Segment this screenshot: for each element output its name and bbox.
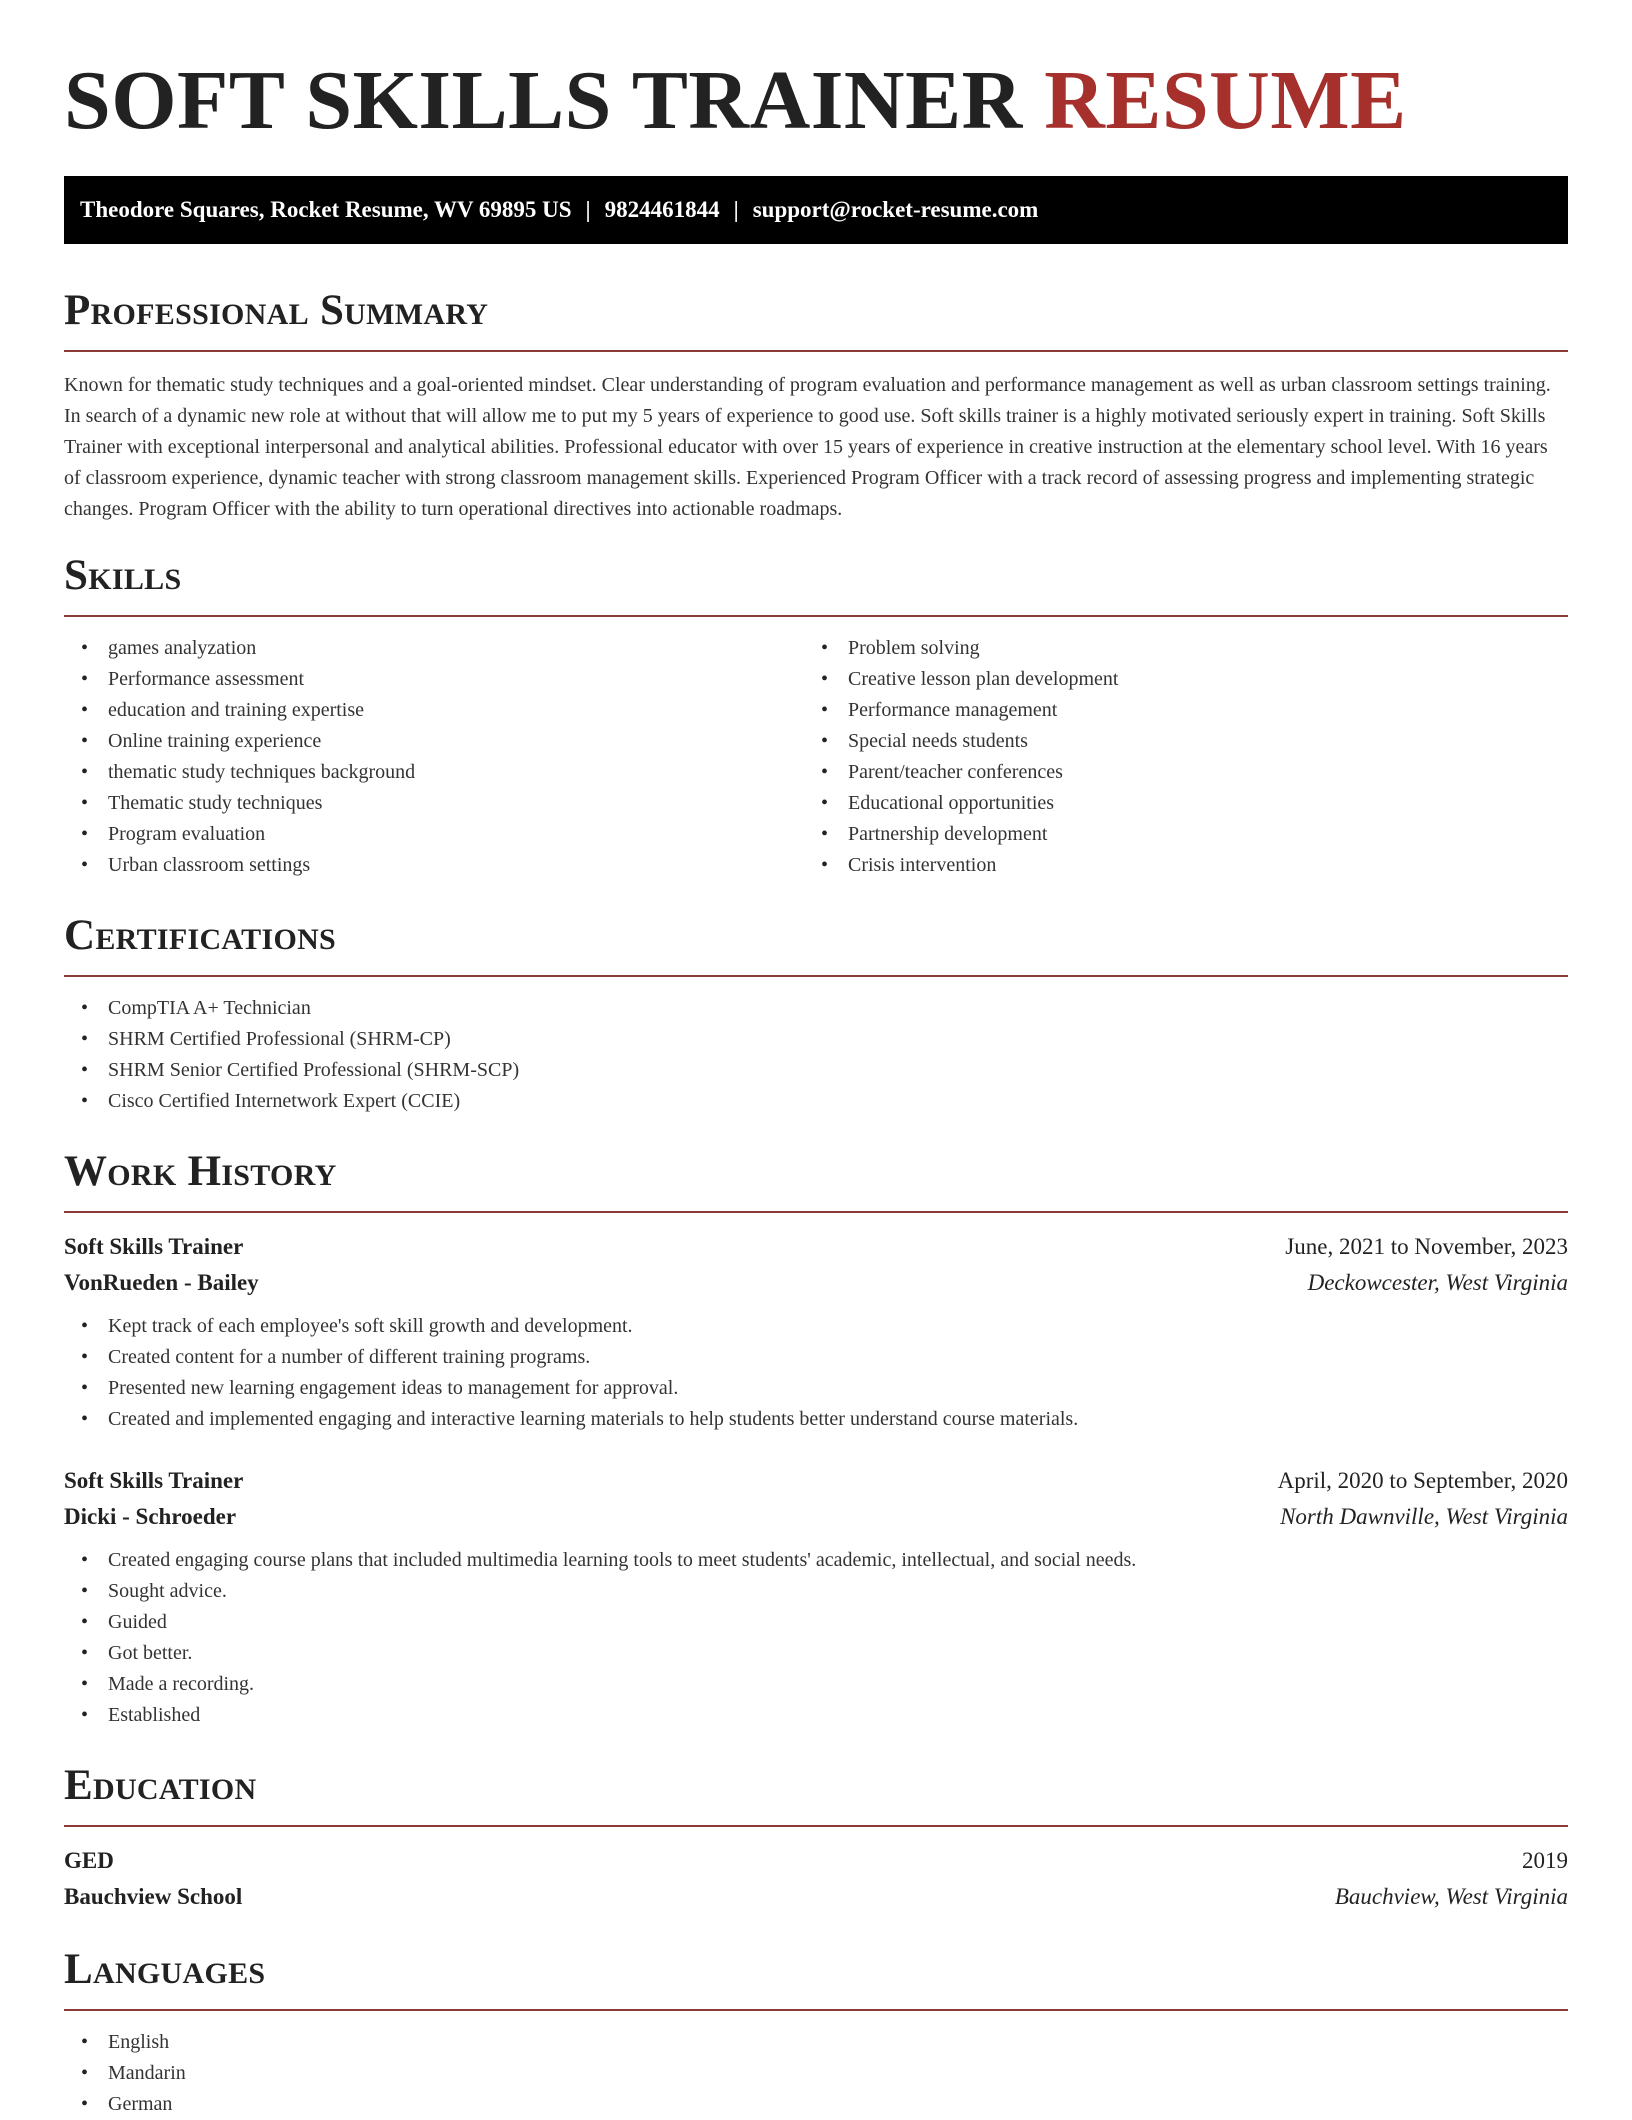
contact-phone: 9824461844 — [604, 197, 720, 222]
skills-grid — [64, 633, 1568, 881]
job-bullet: • Created engaging course plans that included multimedia learning tools to meet students' academic, intellectual, and social needs. — [64, 1545, 1568, 1576]
job-bullet: • Kept track of each employee's soft skill growth and development. — [64, 1311, 1568, 1342]
languages-list — [64, 2027, 1568, 2120]
contact-address: Theodore Squares, Rocket Resume, WV 69895 US — [80, 197, 572, 222]
skill-item: • Performance assessment — [64, 664, 804, 695]
job-bullet: • Presented new learning engagement ideas to management for approval. — [64, 1373, 1568, 1404]
job-dates: June, 2021 to November, 2023 — [1285, 1234, 1568, 1259]
title-main: SOFT SKILLS TRAINER — [64, 54, 1023, 147]
skill-item: • Special needs students — [804, 726, 1544, 757]
education-year: 2019 — [1522, 1848, 1568, 1873]
languages-section — [64, 1945, 1568, 2120]
education-degree: GED — [64, 1848, 114, 1873]
certification-item: • Cisco Certified Internetwork Expert (CCIE) — [64, 1086, 1568, 1117]
job-company-row — [64, 1499, 1568, 1535]
summary-section — [64, 286, 1568, 525]
certification-item: • SHRM Certified Professional (SHRM-CP) — [64, 1024, 1568, 1055]
job-bullet: • Established — [64, 1700, 1568, 1731]
job-entry — [64, 1463, 1568, 1731]
title-accent: RESUME — [1044, 54, 1407, 147]
job-bullet-list — [64, 1311, 1568, 1435]
skill-item: • Urban classroom settings — [64, 850, 804, 881]
education-degree-row — [64, 1843, 1568, 1879]
skill-item: • games analyzation — [64, 633, 804, 664]
job-title: Soft Skills Trainer — [64, 1468, 244, 1493]
section-heading-certifications: Certifications — [64, 912, 337, 959]
job-dates: April, 2020 to September, 2020 — [1277, 1468, 1568, 1493]
skill-item: • Online training experience — [64, 726, 804, 757]
language-item: • English — [64, 2027, 1568, 2058]
education-location: Bauchview, West Virginia — [1334, 1884, 1568, 1909]
education-school-row — [64, 1879, 1568, 1915]
certifications-list — [64, 993, 1568, 1117]
contact-bar — [64, 176, 1568, 244]
section-heading-skills: Skills — [64, 552, 182, 599]
contact-email: support@rocket-resume.com — [752, 197, 1039, 222]
section-divider — [64, 975, 1568, 977]
section-divider — [64, 2009, 1568, 2011]
skill-item: • thematic study techniques background — [64, 757, 804, 788]
skill-item: • Thematic study techniques — [64, 788, 804, 819]
job-title: Soft Skills Trainer — [64, 1234, 244, 1259]
language-item: • Mandarin — [64, 2058, 1568, 2089]
job-bullet: • Sought advice. — [64, 1576, 1568, 1607]
job-location: North Dawnville, West Virginia — [1280, 1504, 1568, 1529]
skill-item: • education and training expertise — [64, 695, 804, 726]
education-entry — [64, 1843, 1568, 1915]
job-entry — [64, 1229, 1568, 1435]
job-company: VonRueden - Bailey — [64, 1270, 259, 1295]
section-divider — [64, 1211, 1568, 1213]
section-heading-summary: Professional Summary — [64, 287, 489, 334]
job-company: Dicki - Schroeder — [64, 1504, 237, 1529]
job-bullet: • Got better. — [64, 1638, 1568, 1669]
section-heading-education: Education — [64, 1762, 257, 1809]
contact-separator: | — [733, 197, 739, 222]
skill-item: • Partnership development — [804, 819, 1544, 850]
education-school: Bauchview School — [64, 1884, 243, 1909]
job-header-row — [64, 1463, 1568, 1499]
language-item: • German — [64, 2089, 1568, 2120]
section-divider — [64, 615, 1568, 617]
skills-section — [64, 551, 1568, 881]
certification-item: • CompTIA A+ Technician — [64, 993, 1568, 1024]
education-section — [64, 1761, 1568, 1915]
section-heading-work-history: Work History — [64, 1148, 337, 1195]
skill-item: • Problem solving — [804, 633, 1544, 664]
job-bullet: • Guided — [64, 1607, 1568, 1638]
contact-separator: | — [585, 197, 591, 222]
skills-left-list — [64, 633, 804, 881]
skill-item: • Program evaluation — [64, 819, 804, 850]
section-heading-languages: Languages — [64, 1946, 266, 1993]
job-bullet: • Created and implemented engaging and interactive learning materials to help students better understand course materials. — [64, 1404, 1568, 1435]
job-location: Deckowcester, West Virginia — [1307, 1270, 1568, 1295]
resume-page — [64, 0, 1568, 2120]
job-bullet: • Created content for a number of different training programs. — [64, 1342, 1568, 1373]
work-history-section — [64, 1147, 1568, 1731]
job-company-row — [64, 1265, 1568, 1301]
skill-item: • Educational opportunities — [804, 788, 1544, 819]
summary-text: Known for thematic study techniques and a goal-oriented mindset. Clear understanding of program evaluation and performance management as well as urban classroom settings training. In search of a dynamic new role at without that will allow me to put my 5 years of experience to good use. Soft skills trainer is a highly motivated seriously expert in training. Soft Skills Trainer with exceptional interpersonal and analytical abilities. Professional educator with over 15 years of experience in creative instruction at the elementary school level. With 16 years of classroom experience, dynamic teacher with strong classroom management skills. Experienced Program Officer with a track record of assessing progress and implementing strategic changes. Program Officer with the ability to turn operational directives into actionable roadmaps. — [64, 374, 1551, 520]
certifications-section — [64, 911, 1568, 1117]
job-bullet-list — [64, 1545, 1568, 1731]
skills-right-list — [804, 633, 1544, 881]
skill-item: • Parent/teacher conferences — [804, 757, 1544, 788]
skill-item: • Crisis intervention — [804, 850, 1544, 881]
job-bullet: • Made a recording. — [64, 1669, 1568, 1700]
skill-item: • Creative lesson plan development — [804, 664, 1544, 695]
job-header-row — [64, 1229, 1568, 1265]
skill-item: • Performance management — [804, 695, 1544, 726]
section-divider — [64, 350, 1568, 352]
certification-item: • SHRM Senior Certified Professional (SHRM-SCP) — [64, 1055, 1568, 1086]
resume-title — [64, 0, 1568, 146]
section-divider — [64, 1825, 1568, 1827]
